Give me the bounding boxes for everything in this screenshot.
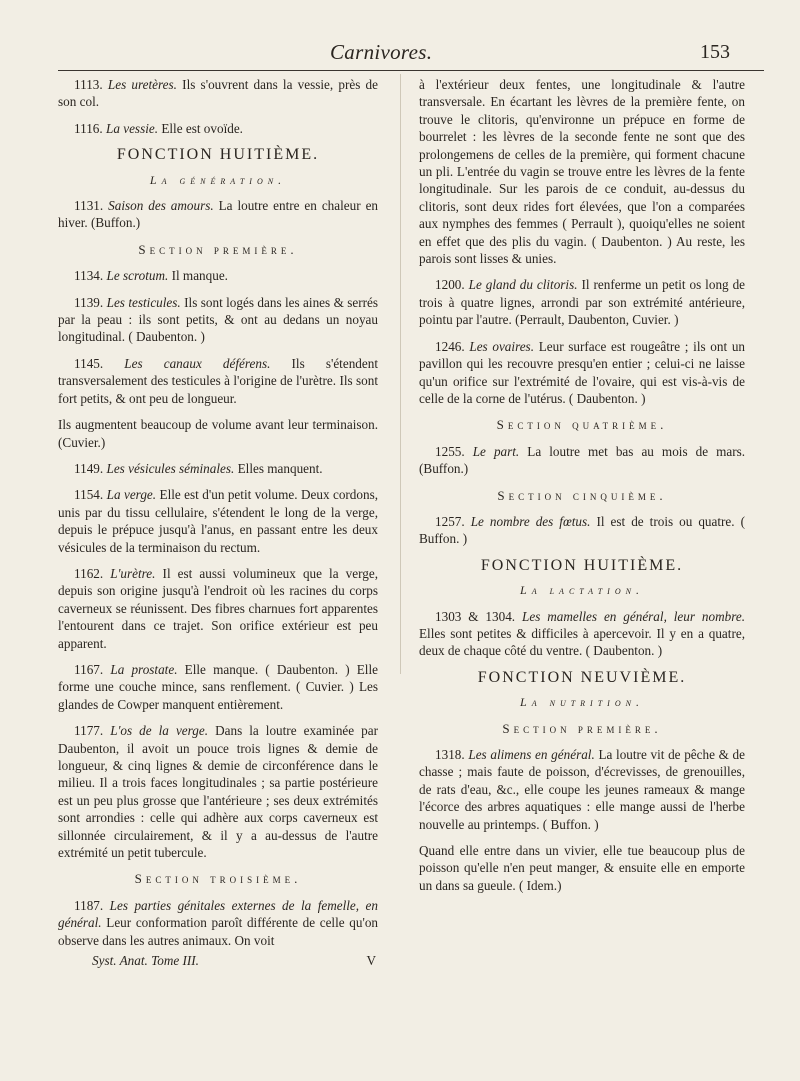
section-heading: Section quatrième.	[496, 417, 668, 433]
article-number: 1116.	[74, 120, 103, 136]
continuation-paragraph: Quand elle entre dans un vivier, elle tue beaucoup plus de poisson qu'elle n'en peut manger, & ensuite elle en emporte un dans sa gueule. ( Idem.)	[419, 843, 745, 893]
section-heading: Section première.	[138, 241, 298, 257]
article-text: Elles manquent.	[237, 460, 323, 476]
article-text: Dans la loutre examinée par Daubenton, il avoit un pouce trois lignes & demie de longueur, & cinq lignes & demie de circonférence dans le milieu. Il a trois faces longitudinales ; sa partie postérieure est un peu plus grosse que l'antérieure ; ses deux extrémités sont arrondies : celle qui adhère aux corps caverneux est sillonnée circulairement, & il y a au-dessus de l'autre extrémité un petit tubercule.	[58, 723, 379, 861]
article-text: Il manque.	[171, 268, 228, 284]
article-paragraph	[58, 722, 378, 861]
article-paragraph	[58, 355, 378, 407]
article-title: Le part.	[472, 443, 520, 459]
continuation-paragraph: à l'extérieur deux fentes, une longitudinale & l'autre transversale. En écartant les lèvres de la première fente, on trouve le clitoris, qu'environne un prépuce en forme de bourrelet : les lèvres de la seconde fente ne sont que des prolongemens de celles de la première, qui forment chacune un pli. L'entrée du vagin se trouve entre les lèvres de la fente longitudinale. Sur les parois de ce conduit, au-dessus du clitoris, sont deux rides fort élevées, que l'on a comparées aux nymphes des femmes ( Perrault ), quoiqu'elles ne soient en effet que des plis du vagin. ( Daubenton. ) Au reste, les parois sont lisses & unies.	[419, 77, 745, 267]
article-text: Elle manque. ( Daubenton. ) Elle forme une couche mince, sans renflement. ( Cuvier. ) Les glandes de Cowper manquent entièrement.	[58, 661, 378, 712]
article-text: Leur surface est rougeâtre ; ils ont un pavillon qui les recouvre presqu'en entier ; celui-ci ne laisse qu'un orifice sur l'extrémité de l'ovaire, qui est vis-à-vis de celle de la corne de l'utérus. ( Daubenton. )	[419, 338, 746, 406]
article-paragraph	[419, 608, 745, 660]
signature-mark: Syst. Anat. Tome III.	[92, 953, 199, 969]
article-number: 1139.	[74, 294, 104, 310]
article-number: 1177.	[74, 723, 104, 739]
left-column	[58, 76, 378, 969]
article-paragraph	[58, 565, 378, 652]
article-number: 1318.	[435, 747, 465, 762]
article-paragraph	[58, 197, 378, 232]
article-text: Ils s'étendent transversalement des testicules à l'origine de l'urètre. Ils sont fort petits, & ont peu de longueur.	[58, 355, 378, 406]
continuation-paragraph: Ils augmentent beaucoup de volume avant leur terminaison. (Cuvier.)	[58, 417, 378, 450]
article-text: Il est de trois ou quatre. ( Buffon. )	[419, 513, 745, 547]
section-heading: Section troisième.	[134, 871, 302, 887]
article-title: La prostate.	[110, 661, 178, 677]
article-text: Elle est d'un petit volume. Deux cordons, unis par du tissu cellulaire, s'étendent le long de la verge, depuis le prépuce jusqu'à l'anus, en passant entre les deux vésicules de la terminaison du rectum.	[58, 487, 379, 555]
article-title: Les parties génitales externes de la femelle, en général.	[58, 897, 379, 931]
article-number: 1187.	[74, 897, 104, 913]
article-title: Le scrotum.	[106, 268, 169, 284]
article-paragraph	[419, 746, 745, 833]
function-heading: FONCTION HUITIÈME.	[116, 146, 320, 164]
article-text: La loutre met bas au mois de mars. (Buffon.)	[419, 443, 746, 477]
subheading: La génération.	[149, 172, 287, 187]
article-number: 1303 & 1304.	[435, 608, 516, 624]
article-text: La loutre vit de pêche & de chasse ; mais faute de poisson, d'écrevisses, de grenouilles, de rats d'eau, &c., elle coupe les jeunes rameaux & mange l'écorce des arbres aquatiques : elle mange aussi de l'herbe nouvelle au printemps. ( Buffon. )	[419, 747, 746, 832]
article-paragraph	[58, 267, 378, 284]
article-text: Il est aussi volumineux que la verge, depuis son origine jusqu'à l'endroit où les racines du corps caverneux se réunissent. Des fibres charnues fort apparentes l'entourent dans ce trajet. Son orifice extérieur est peu apparent.	[58, 565, 378, 651]
article-paragraph	[58, 486, 378, 556]
article-paragraph	[58, 897, 378, 949]
article-paragraph	[419, 513, 745, 548]
article-text: Ils s'ouvrent dans la vessie, près de son col.	[58, 77, 378, 110]
article-title: L'urètre.	[110, 565, 156, 581]
article-title: Le nombre des fœtus.	[470, 513, 591, 529]
running-head: Carnivores.	[330, 40, 433, 64]
article-text: Elles sont petites & difficiles à apercevoir. Il y en a quatre, deux de chaque côté du ventre. ( Daubenton. )	[419, 625, 745, 659]
article-number: 1154.	[74, 487, 104, 503]
article-paragraph	[419, 443, 745, 478]
article-number: 1200.	[435, 277, 465, 293]
gathering-mark: V	[366, 953, 376, 969]
article-paragraph	[58, 460, 378, 477]
article-paragraph	[58, 294, 378, 346]
article-title: Les ovaires.	[469, 338, 534, 354]
column-divider	[400, 74, 401, 674]
article-title: Les canaux déférens.	[124, 355, 271, 371]
article-title: Le gland du clitoris.	[468, 277, 578, 293]
article-text: Elle est ovoïde.	[161, 120, 243, 136]
header-rule	[58, 70, 764, 71]
article-number: 1255.	[435, 443, 465, 459]
subheading: La lactation.	[520, 583, 644, 598]
article-number: 1162.	[74, 565, 104, 581]
article-title: Les uretères.	[107, 77, 177, 92]
article-paragraph	[419, 338, 745, 408]
article-title: Les mamelles en général, leur nombre.	[522, 608, 746, 624]
article-number: 1145.	[74, 355, 104, 371]
article-text: La loutre entre en chaleur en hiver. (Buffon.)	[58, 198, 379, 231]
article-title: Les testicules.	[106, 294, 181, 310]
article-text: Ils sont logés dans les aines & serrés par la peau : ils sont petits, & ont au dedans un noyau longitudinal. ( Daubenton. )	[58, 294, 378, 345]
article-paragraph	[58, 661, 378, 713]
article-number: 1257.	[435, 513, 465, 529]
article-title: Les alimens en général.	[468, 747, 595, 762]
section-heading: Section cinquième.	[497, 487, 667, 503]
function-heading: FONCTION HUITIÈME.	[480, 556, 684, 574]
article-title: L'os de la verge.	[110, 723, 209, 739]
article-text: Leur conformation paroît différente de celle qu'on observe dans les autres animaux. On voit	[58, 915, 379, 948]
article-paragraph	[58, 76, 378, 111]
section-heading: Section première.	[502, 720, 662, 736]
article-text: Il renferme un petit os long de trois à quatre lignes, arrondi par son extrémité antérieure, pointu par l'autre. (Perrault, Daubenton, Cuvier. )	[419, 277, 746, 328]
subheading: La nutrition.	[520, 695, 644, 710]
article-paragraph	[58, 120, 378, 137]
article-number: 1134.	[74, 268, 104, 284]
article-title: La vessie.	[106, 120, 159, 136]
article-number: 1149.	[74, 460, 104, 476]
article-number: 1131.	[74, 198, 104, 214]
function-heading: FONCTION NEUVIÈME.	[477, 668, 687, 686]
article-title: Les vésicules séminales.	[106, 460, 235, 476]
article-number: 1113.	[74, 77, 103, 92]
article-paragraph	[419, 276, 745, 328]
page-footer	[58, 952, 378, 969]
article-title: La verge.	[106, 487, 157, 503]
article-number: 1167.	[74, 661, 104, 677]
article-number: 1246.	[435, 338, 465, 354]
page-number: 153	[700, 41, 730, 63]
right-column	[419, 76, 745, 903]
article-title: Saison des amours.	[108, 198, 214, 214]
